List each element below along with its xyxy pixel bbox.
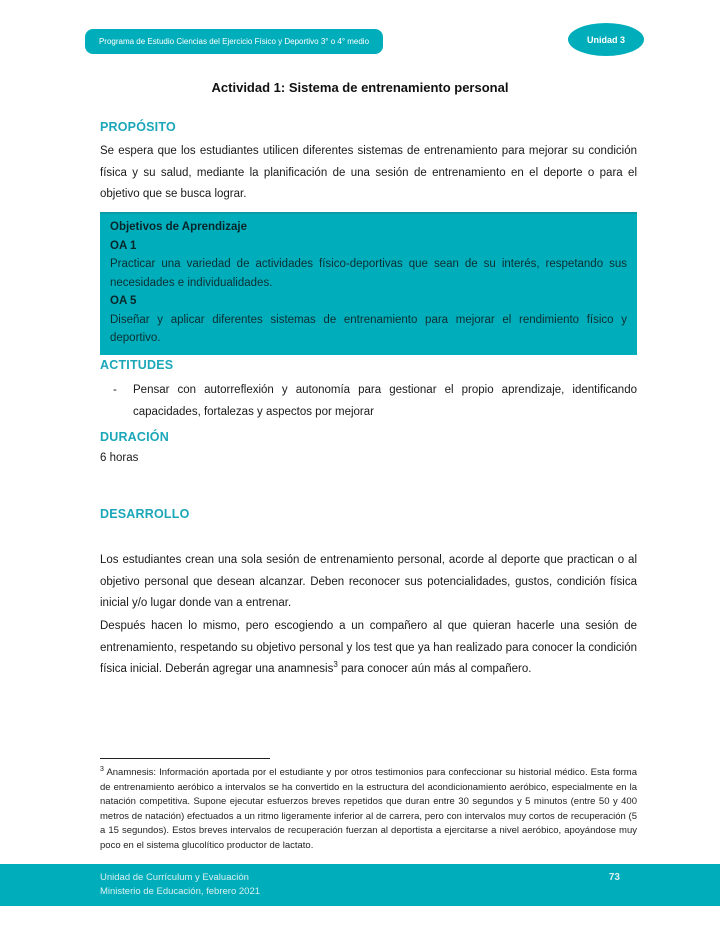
oa-box-heading: Objetivos de Aprendizaje	[110, 221, 247, 233]
actitudes-bullet-item	[100, 380, 637, 423]
footnote-marker: 3	[100, 765, 104, 773]
desarrollo-paragraph-1: Los estudiantes crean una sola sesión de entrenamiento personal, acorde al deporte que practican o al objetivo personal que desean alcanzar. Deben reconocer sus potencialidades, gustos, condición física inicial y/o lugar donde van a entrenar.	[100, 554, 637, 609]
footer-credits	[100, 871, 260, 899]
footer-line-1: Unidad de Currículum y Evaluación	[100, 872, 249, 883]
actitudes-bullet-text: Pensar con autorreflexión y autonomía para gestionar el propio aprendizaje, identificando capacidades, fortalezas y aspectos por mejorar	[133, 384, 637, 418]
footnote-text: Anamnesis: Información aportada por el estudiante y por otros testimonios para confeccionar su historial médico. Esta forma de entrenamiento aeróbico a intervalos se ha convertido en la estructura del acondicionamiento aeróbico, especialmente en la natación competitiva. Supone ejecutar esfuerzos breves repetidos que duran entre 30 segundos y 5 minutos (entre 50 y 400 metros de natación) efectuados a un ritmo ligeramente inferior al de carrera, pero con intervalos muy cortos de recuperación (5 a 15 segundos). Estos breves intervalos de recuperación fuerzan al deportista a ejercitarse a nivel aeróbico, apoyándose muy poco en el sistema glucolítico productor de lactato.	[100, 767, 637, 851]
duracion-value: 6 horas	[100, 452, 139, 464]
bullet-dash-marker: -	[113, 384, 117, 396]
oa5-text: Diseñar y aplicar diferentes sistemas de entrenamiento para mejorar el rendimiento físico y deportivo.	[110, 313, 627, 344]
unit-badge	[568, 23, 644, 56]
desarrollo-paragraph-2-text: Después hacen lo mismo, pero escogiendo a un compañero al que quieran hacerle una sesión de entrenamiento, respetando su objetivo personal y los test que ya han realizado para conocer la condición física inicial. Deberán agregar una anamnesis	[100, 620, 637, 675]
program-title-pill	[85, 29, 383, 54]
unit-badge-text: Unidad 3	[586, 34, 625, 45]
duracion-heading: DURACIÓN	[100, 430, 169, 444]
desarrollo-paragraph-2	[100, 616, 637, 681]
oa1-text: Practicar una variedad de actividades físico-deportivas que sean de su interés, respetando sus necesidades e individualidades.	[110, 258, 627, 289]
oa5-code: OA 5	[110, 295, 137, 307]
learning-objectives-box	[100, 212, 637, 355]
activity-title: Actividad 1: Sistema de entrenamiento personal	[211, 80, 509, 95]
footer-bar	[0, 864, 720, 906]
proposito-paragraph: Se espera que los estudiantes utilicen diferentes sistemas de entrenamiento para mejorar su condición física y su salud, mediante la planificación de una sesión de entrenamiento en el deporte o para el objetivo que se busca lograr.	[100, 145, 637, 200]
footnote	[100, 766, 637, 853]
desarrollo-paragraph-2-tail: para conocer aún más al compañero.	[337, 663, 532, 675]
proposito-heading: PROPÓSITO	[100, 120, 176, 134]
actitudes-heading: ACTITUDES	[100, 358, 174, 372]
oa1-code: OA 1	[110, 239, 137, 252]
desarrollo-heading: DESARROLLO	[100, 507, 190, 521]
page-number: 73	[608, 872, 620, 883]
footnote-separator	[100, 758, 270, 759]
footer-line-2: Ministerio de Educación, febrero 2021	[100, 886, 261, 897]
footnote-reference: 3	[333, 660, 338, 670]
program-title-text: Programa de Estudio Ciencias del Ejercicio Físico y Deportivo 3° o 4° medio	[98, 37, 370, 46]
